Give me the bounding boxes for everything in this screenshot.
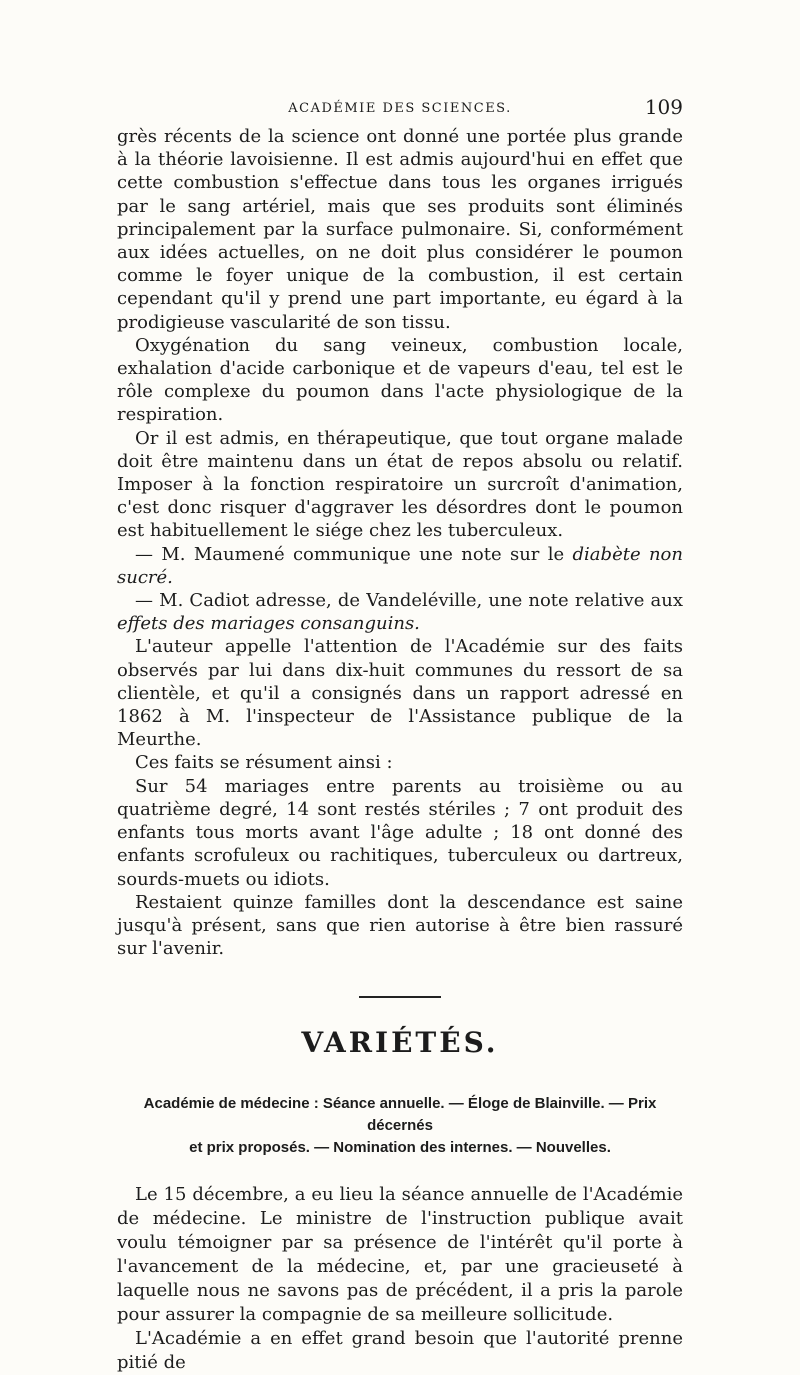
paragraph-5-italic: effets des mariages consanguins. bbox=[117, 613, 420, 635]
paragraph-4 bbox=[117, 543, 683, 589]
article-body bbox=[117, 1183, 683, 1375]
running-head bbox=[117, 95, 683, 125]
paragraph-8: Sur 54 mariages entre parents au troisième ou au quatrième degré, 14 sont restés stériles ; 7 ont produit des enfants tous morts avant l'âge adulte ; 18 ont donné des enfants scrofuleux ou rachitiques, tuberculeux ou dartreux, sourds-muets ou idiots. bbox=[117, 775, 683, 890]
article-paragraph-2: L'Académie a en effet grand besoin que l'autorité prenne pitié de bbox=[117, 1328, 683, 1374]
paragraph-5-text: — M. Cadiot adresse, de Vandeléville, une note relative aux bbox=[135, 590, 683, 612]
paragraph-4-italic: diabète non sucré. bbox=[117, 543, 683, 588]
section-title: VARIÉTÉS. bbox=[301, 1026, 499, 1060]
paragraph-2: Oxygénation du sang veineux, combustion locale, exhalation d'acide carbonique et de vapeurs d'eau, tel est le rôle complexe du poumon dans l'acte physiologique de la respiration. bbox=[117, 334, 683, 426]
paragraph-6: L'auteur appelle l'attention de l'Académie sur des faits observés par lui dans dix-huit communes du ressort de sa clientèle, et qu'il a consignés dans un rapport adressé en 1862 à M. l'inspecteur de l'Assistance publique de la Meurthe. bbox=[117, 636, 683, 751]
paragraph-5 bbox=[117, 589, 683, 635]
paragraph-4-text: — M. Maumené communique une note sur le bbox=[135, 543, 573, 565]
section-divider bbox=[359, 996, 441, 998]
page bbox=[117, 95, 683, 1375]
paragraph-3: Or il est admis, en thérapeutique, que tout organe malade doit être maintenu dans un état de repos absolu ou relatif. Imposer à la fonction respiratoire un surcroît d'animation, c'est donc risquer d'aggraver les désordres dont le poumon est habituellement le siége chez les tuberculeux. bbox=[117, 427, 683, 542]
running-title: ACADÉMIE DES SCIENCES. bbox=[288, 101, 512, 116]
paragraph-1: grès récents de la science ont donné une portée plus grande à la théorie lavoisienne. Il est admis aujourd'hui en effet que cette combustion s'effectue dans tous les organes irrigués par le sang artériel, mais que ses produits sont éliminés principalement par la surface pulmonaire. Si, conformément aux idées actuelles, on ne doit plus considérer le poumon comme le foyer unique de la combustion, il est certain cependant qu'il y prend une part importante, eu égard à la prodigieuse vascularité de son tissu. bbox=[117, 126, 683, 333]
body-text bbox=[117, 125, 683, 960]
article-heading-line-2: et prix proposés. — Nomination des internes. — Nouvelles. bbox=[189, 1139, 611, 1157]
article-heading-line-1: Académie de médecine : Séance annuelle. — Éloge de Blainville. — Prix décernés bbox=[143, 1095, 657, 1135]
article-heading bbox=[117, 1093, 683, 1159]
paragraph-7: Ces faits se résument ainsi : bbox=[135, 752, 393, 774]
page-number: 109 bbox=[644, 95, 683, 119]
article-paragraph-1: Le 15 décembre, a eu lieu la séance annuelle de l'Académie de médecine. Le ministre de l'instruction publique avait voulu témoigner par sa présence de l'intérêt qu'il porte à l'avancement de la médecine, et, par une gracieuseté à laquelle nous ne savons pas de précédent, il a pris la parole pour assurer la compagnie de sa meilleure sollicitude. bbox=[117, 1184, 683, 1326]
paragraph-9: Restaient quinze familles dont la descendance est saine jusqu'à présent, sans que rien autorise à être bien rassuré sur l'avenir. bbox=[117, 891, 683, 960]
